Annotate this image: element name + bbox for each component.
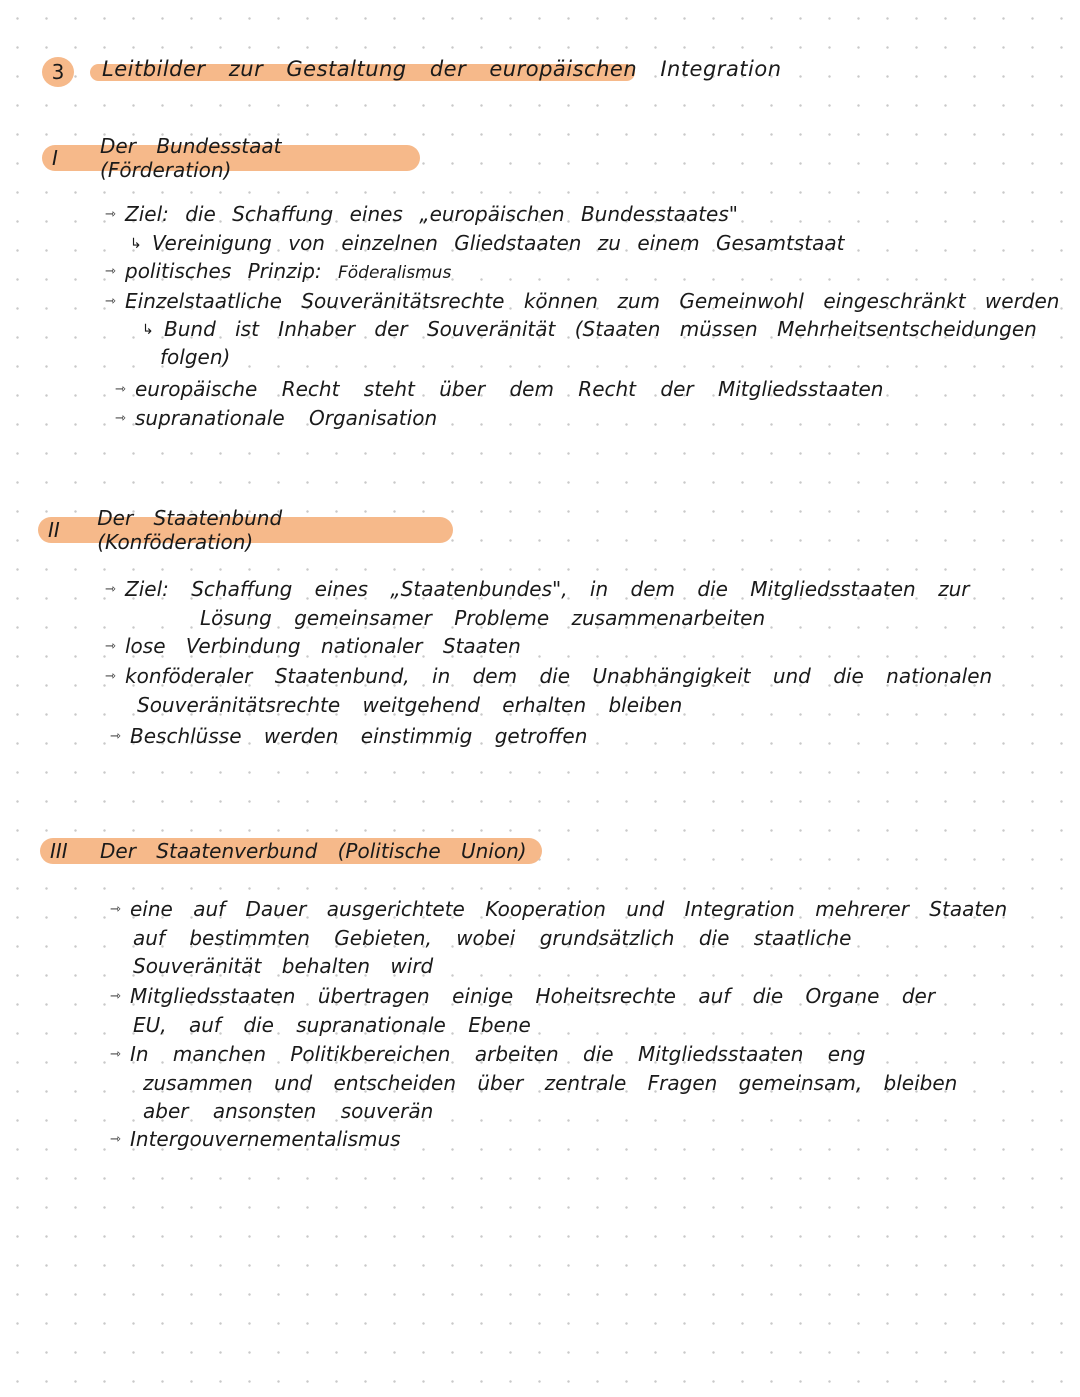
list-item: [105, 662, 992, 691]
list-item-text: konföderaler Staatenbund, in dem die Unabhängigkeit und die nationalen: [125, 664, 993, 688]
arrow-right-icon: ⇾: [110, 729, 121, 744]
section-title: Der Staatenbund (Konföderation): [97, 506, 283, 554]
list-item-continuation: [133, 952, 433, 980]
list-item-text: eine auf Dauer ausgerichtete Kooperation und Integration mehrerer Staaten: [130, 897, 1008, 921]
arrow-right-icon: ⇾: [110, 1132, 121, 1147]
list-item-continuation: [143, 1097, 433, 1125]
list-item-text: Beschlüsse werden einstimmig getroffen: [130, 724, 588, 748]
list-item: [115, 404, 437, 433]
list-item-continuation: [133, 924, 851, 952]
page-title: Leitbilder zur Gestaltung der europäischen Integration: [102, 57, 782, 81]
list-item-continuation: [133, 1011, 531, 1039]
return-arrow-icon: ↳: [142, 322, 154, 338]
title-number: 3: [51, 60, 65, 84]
list-item-text: Souveränitätsrechte weitgehend erhalten bleiben: [137, 693, 683, 717]
list-item: [105, 257, 451, 287]
list-item: [105, 200, 738, 229]
list-item: [110, 1125, 401, 1154]
list-item-text: Bund ist Inhaber der Souveränität (Staaten müssen Mehrheitsentscheidungen: [164, 317, 1037, 341]
arrow-right-icon: ⇾: [105, 582, 116, 597]
list-item-text: Intergouvernementalismus: [130, 1127, 401, 1151]
list-item-continuation: [160, 343, 230, 371]
arrow-right-icon: ⇾: [105, 294, 116, 309]
arrow-right-icon: ⇾: [115, 411, 126, 426]
list-item-text: EU, auf die supranationale Ebene: [133, 1013, 531, 1037]
arrow-right-icon: ⇾: [105, 669, 116, 684]
list-item-text: lose Verbindung nationaler Staaten: [125, 634, 521, 658]
section-title: Der Bundesstaat (Förderation): [100, 134, 282, 182]
list-item: [110, 722, 587, 751]
list-item-text: Föderalismus: [337, 263, 452, 283]
list-item-text: In manchen Politikbereichen arbeiten die Mitgliedsstaaten eng: [130, 1042, 866, 1066]
section-numeral: II: [48, 518, 60, 542]
list-item-text: Mitgliedsstaaten übertragen einige Hoheitsrechte auf die Organe der: [130, 984, 936, 1008]
arrow-right-icon: ⇾: [110, 902, 121, 917]
list-item-continuation: [137, 691, 682, 719]
list-item-sub: [130, 229, 844, 258]
list-item: [115, 375, 883, 404]
list-item-text: auf bestimmten Gebieten, wobei grundsätzlich die staatliche: [133, 926, 852, 950]
list-item: [110, 982, 935, 1011]
return-arrow-icon: ↳: [130, 236, 142, 252]
section-title: Der Staatenverbund (Politische Union): [100, 839, 527, 863]
list-item-text: Ziel: die Schaffung eines „europäischen Bundesstaates": [125, 202, 738, 226]
list-item-continuation: [200, 604, 765, 632]
list-item-text: Vereinigung von einzelnen Gliedstaaten zu einem Gesamtstaat: [152, 231, 845, 255]
list-item-text: politisches Prinzip:: [125, 259, 322, 283]
list-item-text: zusammen und entscheiden über zentrale Fragen gemeinsam, bleiben: [143, 1071, 958, 1095]
arrow-right-icon: ⇾: [105, 207, 116, 222]
section-heading-bundesstaat: [42, 134, 420, 182]
arrow-right-icon: ⇾: [115, 382, 126, 397]
arrow-right-icon: ⇾: [105, 264, 116, 279]
section-heading-staatenbund: [38, 506, 453, 554]
arrow-right-icon: ⇾: [110, 1047, 121, 1062]
list-item-continuation: [143, 1069, 957, 1097]
list-item-text: aber ansonsten souverän: [143, 1099, 434, 1123]
list-item: [105, 632, 521, 661]
list-item: [110, 895, 1007, 924]
title-number-badge: [42, 57, 74, 87]
section-heading-staatenverbund: [40, 838, 542, 864]
arrow-right-icon: ⇾: [105, 639, 116, 654]
list-item-sub: [142, 315, 1037, 344]
list-item: [105, 575, 969, 604]
list-item-text: folgen): [160, 345, 231, 369]
section-numeral: III: [50, 839, 68, 863]
list-item-text: Einzelstaatliche Souveränitätsrechte können zum Gemeinwohl eingeschränkt werden: [125, 289, 1060, 313]
list-item-text: Souveränität behalten wird: [133, 954, 434, 978]
list-item: [105, 287, 1059, 316]
arrow-right-icon: ⇾: [110, 989, 121, 1004]
list-item: [110, 1040, 865, 1069]
section-numeral: I: [52, 146, 58, 170]
list-item-text: Lösung gemeinsamer Probleme zusammenarbeiten: [200, 606, 766, 630]
list-item-text: supranationale Organisation: [135, 406, 438, 430]
list-item-text: Ziel: Schaffung eines „Staatenbundes", in dem die Mitgliedsstaaten zur: [125, 577, 970, 601]
list-item-text: europäische Recht steht über dem Recht der Mitgliedsstaaten: [135, 377, 884, 401]
